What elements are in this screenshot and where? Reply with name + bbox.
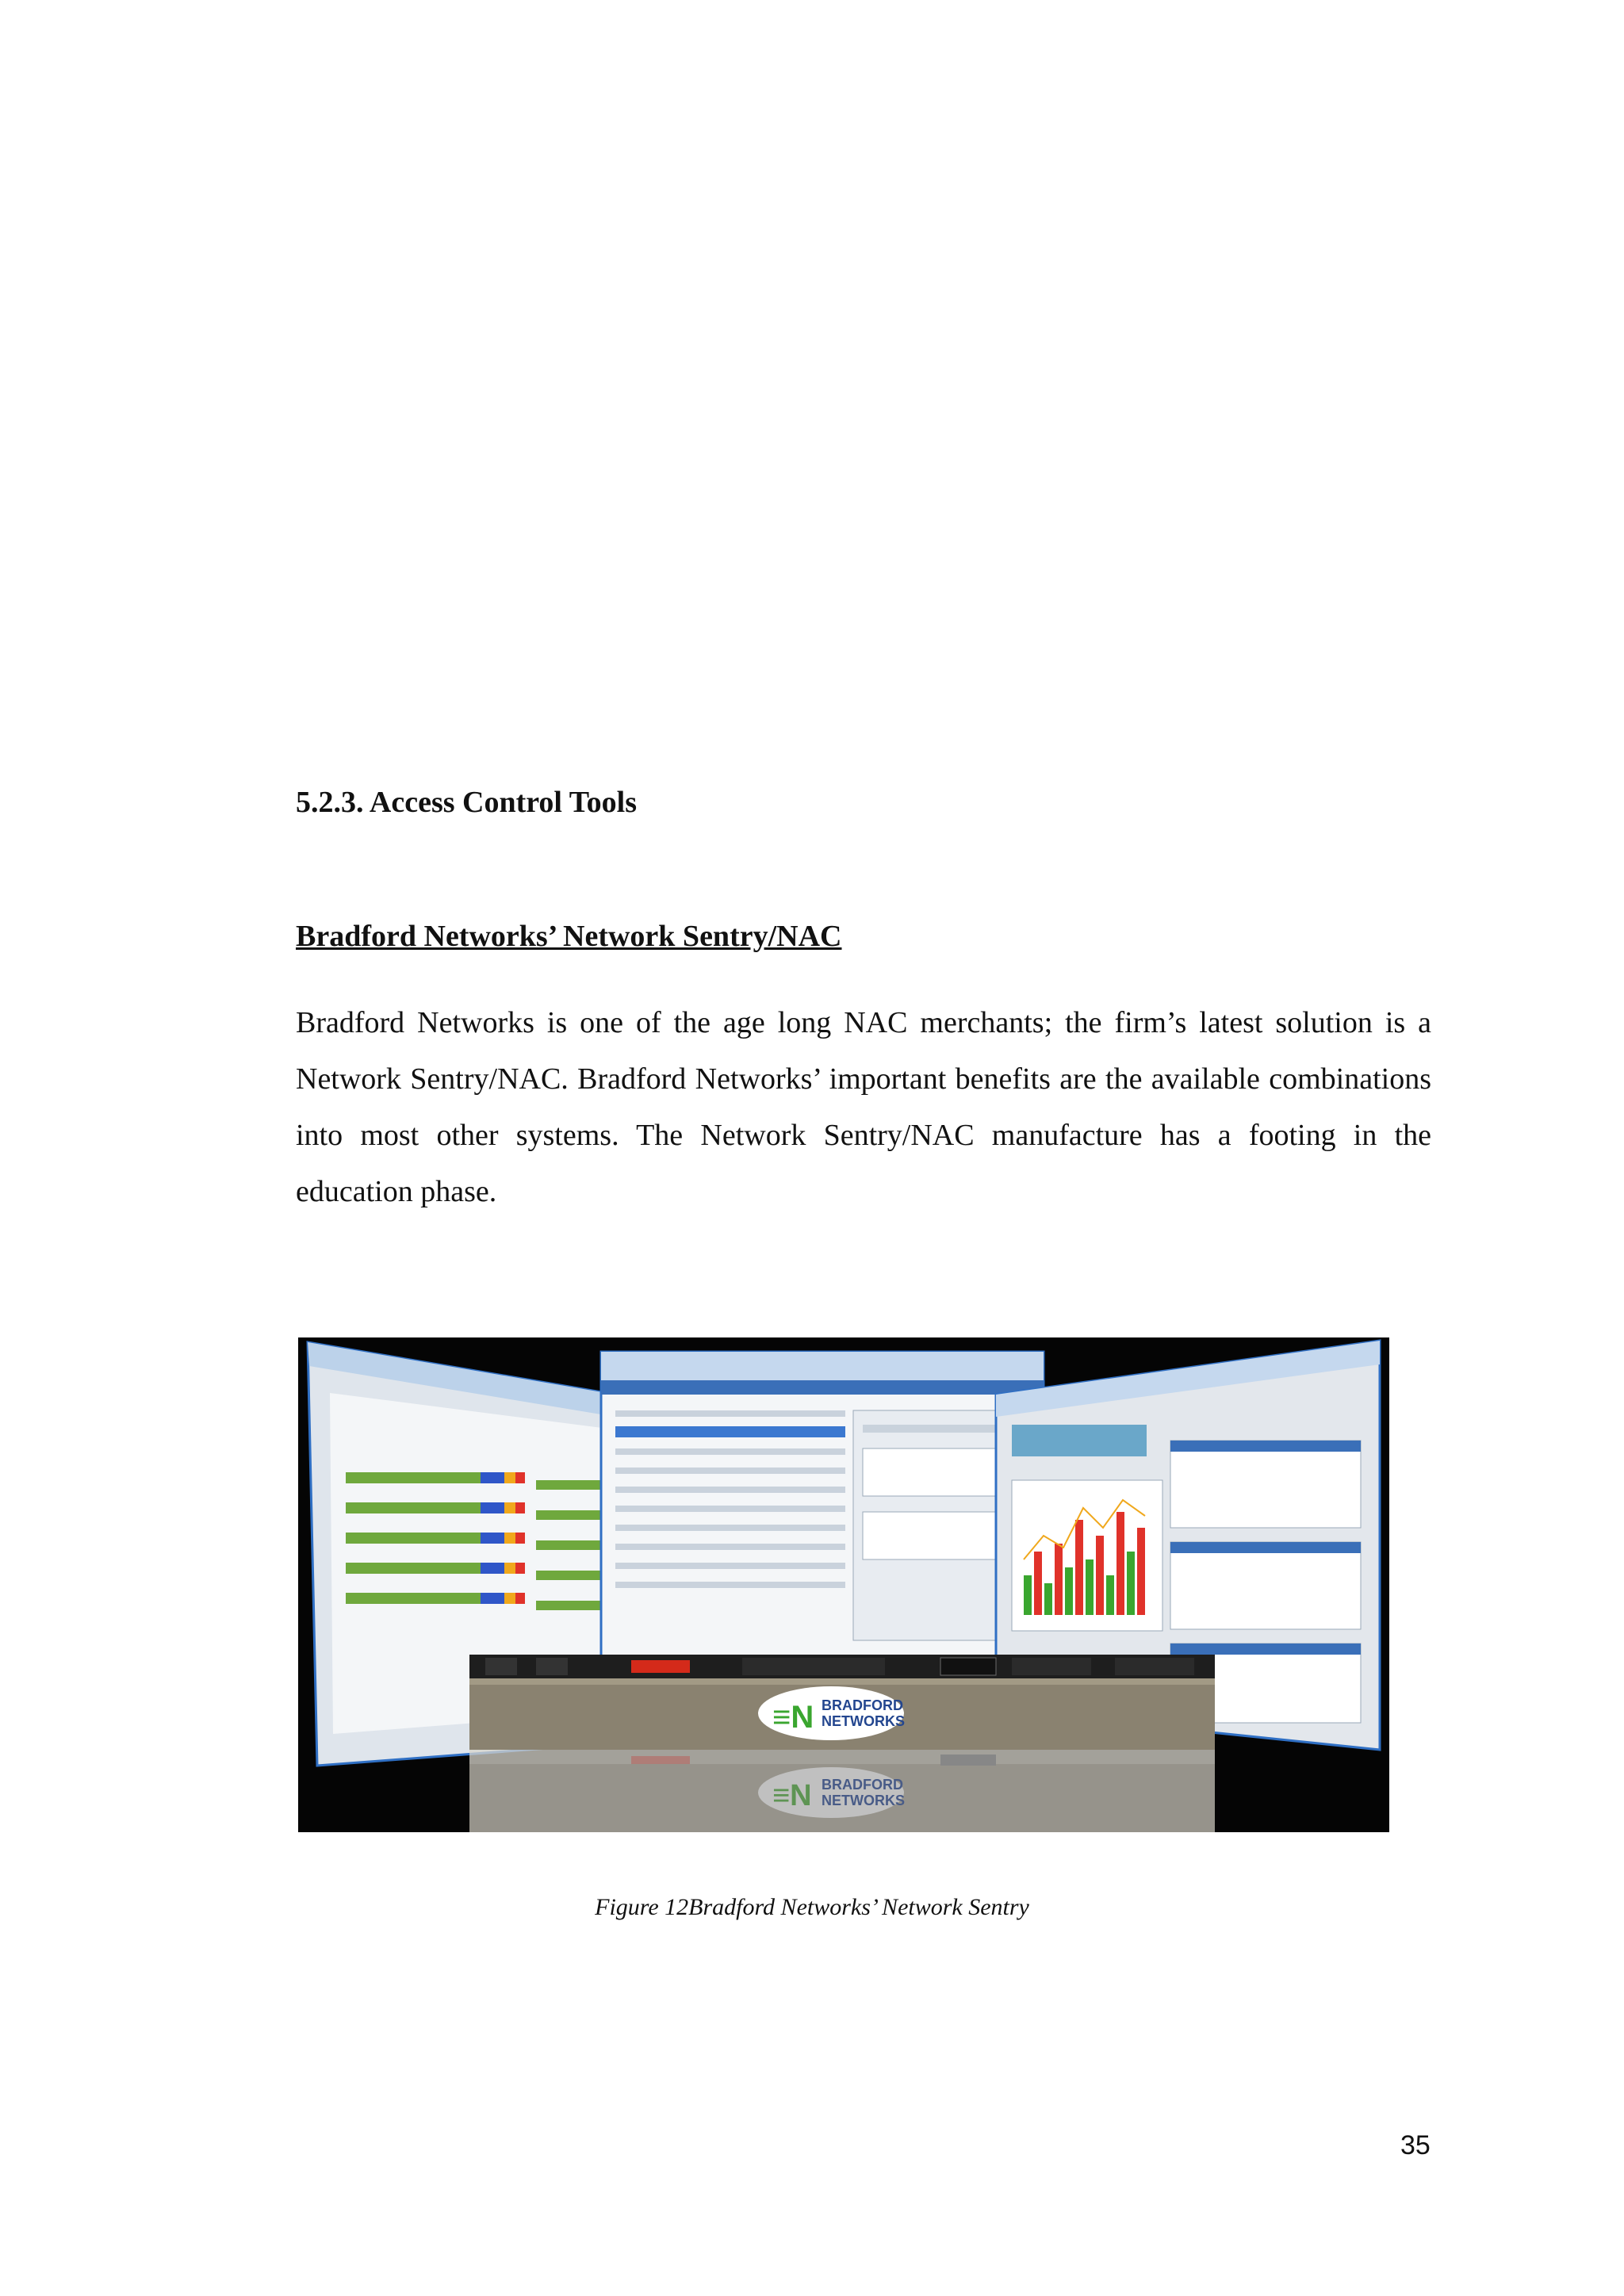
logo-mark: ≡N xyxy=(772,1700,814,1735)
reflection-logo-line2: NETWORKS xyxy=(822,1793,905,1808)
product-illustration xyxy=(298,1337,1389,1832)
product-figure xyxy=(298,1337,1389,1832)
logo-text-line2: NETWORKS xyxy=(822,1713,905,1729)
appliance-unit xyxy=(469,1655,1215,1750)
section-heading: 5.2.3. Access Control Tools xyxy=(296,786,638,819)
body-paragraph: Bradford Networks is one of the age long NAC merchants; the firm’s latest solution is a Network Sentry/NAC. Bradford Networks’ important benefits are the available combinations into most other systems. The Network Sentry/NAC manufacture has a footing in the education phase. xyxy=(296,1006,1431,1208)
logo-text-line1: BRADFORD xyxy=(822,1697,903,1713)
reflection-logo-mark: ≡N xyxy=(772,1779,812,1812)
appliance-reflection xyxy=(469,1750,1215,1832)
product-subheading: Bradford Networks’ Network Sentry/NAC xyxy=(296,920,842,953)
reflection-logo-line1: BRADFORD xyxy=(822,1777,903,1793)
figure-caption: Figure 12Bradford Networks’ Network Sentry xyxy=(595,1894,1029,1920)
center-screenshot-window xyxy=(601,1352,1044,1661)
page-number: 35 xyxy=(1400,2130,1431,2160)
